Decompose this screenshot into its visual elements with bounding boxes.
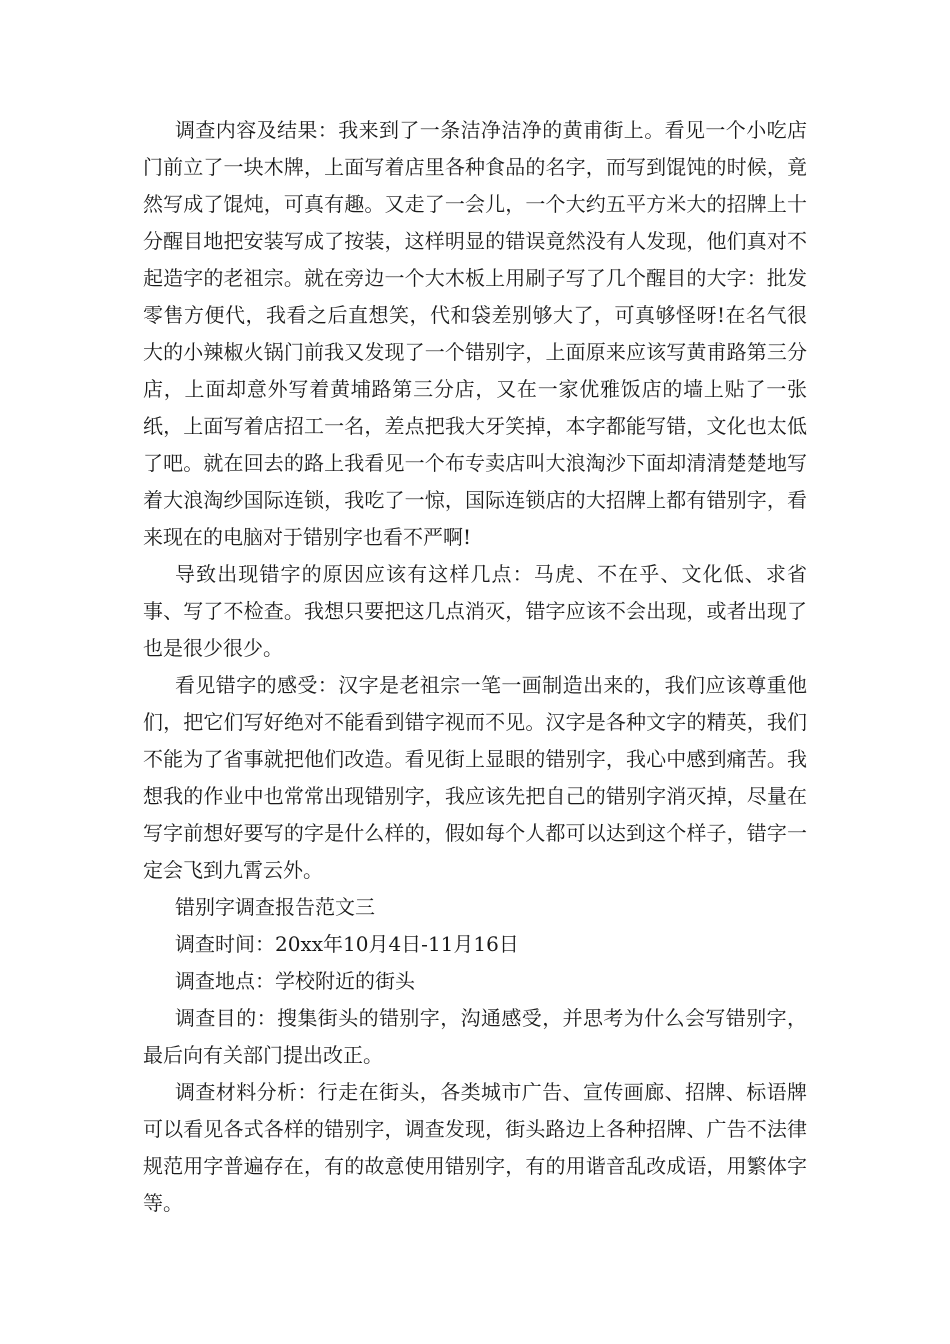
paragraph-survey-results: 调查内容及结果：我来到了一条洁净洁净的黄甫街上。看见一个小吃店门前立了一块木牌，上面写着店里各种食品的名字，而写到馄饨的时候，竟然写成了馄炖，可真有趣。又走了一会儿，一个大约五平方米大的招牌上十分醒目地把安装写成了按装，这样明显的错误竟然没有人发现，他们真对不起造字的老祖宗。就在旁边一个大木板上用刷子写了几个醒目的大字：批发零售方便代，我看之后直想笑，代和袋差别够大了，可真够怪呀!在名气很大的小辣椒火锅门前我又发现了一个错别字，上面原来应该写黄甫路第三分店，上面却意外写着黄埔路第三分店，又在一家优雅饭店的墙上贴了一张纸，上面写着店招工一名，差点把我大牙笑掉，本字都能写错，文化也太低了吧。就在回去的路上我看见一个布专卖店叫大浪淘沙下面却清清楚楚地写着大浪淘纱国际连锁，我吃了一惊，国际连锁店的大招牌上都有错别字，看来现在的电脑对于错别字也看不严啊!: [143, 118, 807, 549]
section-heading: 错别字调查报告范文三: [175, 895, 375, 919]
survey-purpose: 调查目的：搜集街头的错别字，沟通感受，并思考为什么会写错别字，最后向有关部门提出改正。: [143, 1006, 807, 1067]
paragraph-feelings: 看见错字的感受：汉字是老祖宗一笔一画制造出来的，我们应该尊重他们，把它们写好绝对不能看到错字视而不见。汉字是各种文字的精英，我们不能为了省事就把他们改造。看见街上显眼的错别字，我心中感到痛苦。我想我的作业中也常常出现错别字，我应该先把自己的错别字消灭掉，尽量在写字前想好要写的字是什么样的，假如每个人都可以达到这个样子，错字一定会飞到九霄云外。: [143, 673, 807, 882]
survey-location: 调查地点：学校附近的街头: [175, 969, 415, 993]
survey-analysis: 调查材料分析：行走在街头，各类城市广告、宣传画廊、招牌、标语牌可以看见各式各样的错别字，调查发现，街头路边上各种招牌、广告不法律规范用字普遍存在，有的故意使用错别字，有的用谐音乱改成语，用繁体字等。: [143, 1080, 807, 1215]
document-body: [143, 112, 807, 1222]
paragraph-error-causes: 导致出现错字的原因应该有这样几点：马虎、不在乎、文化低、求省事、写了不检查。我想只要把这几点消灭，错字应该不会出现，或者出现了也是很少很少。: [143, 562, 807, 660]
survey-time: 调查时间：20xx年10月4日-11月16日: [175, 932, 519, 956]
